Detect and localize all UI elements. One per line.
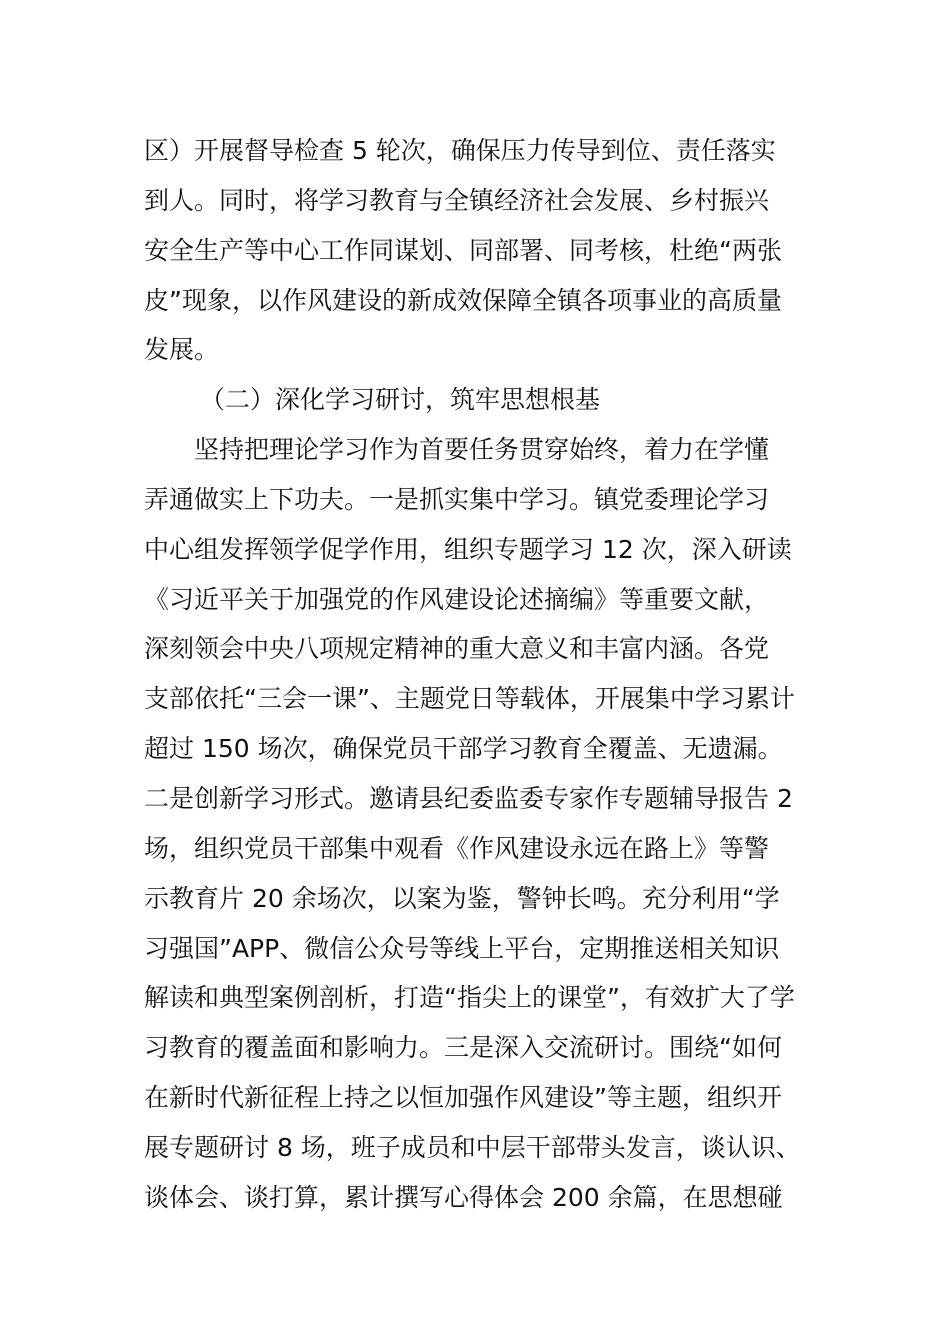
text-line: 解读和典型案例剖析，打造“指尖上的课堂”，有效扩大了学 — [144, 983, 795, 1013]
text-line: 支部依托“三会一课”、主题党日等载体，开展集中学习累计 — [144, 684, 795, 714]
text-line: 皮”现象，以作风建设的新成效保障全镇各项事业的高质量 — [144, 285, 782, 315]
section-heading: （二）深化学习研讨，筑牢思想根基 — [200, 385, 601, 415]
text-line: 弄通做实上下功夫。一是抓实集中学习。镇党委理论学习 — [144, 484, 770, 514]
text-line: 超过 150 场次，确保党员干部学习教育全覆盖、无遗漏。 — [144, 734, 783, 764]
text-line: 展专题研讨 8 场，班子成员和中层干部带头发言，谈认识、 — [144, 1132, 801, 1162]
text-line: 深刻领会中央八项规定精神的重大意义和丰富内涵。各党 — [144, 634, 770, 664]
text-line: 发展。 — [144, 335, 220, 365]
text-line: 二是创新学习形式。邀请县纪委监委专家作专题辅导报告 2 — [144, 783, 793, 813]
text-line: 中心组发挥领学促学作用，组织专题学习 12 次，深入研读 — [144, 534, 792, 564]
text-line: 在新时代新征程上持之以恒加强作风建设”等主题，组织开 — [144, 1083, 782, 1113]
text-line: 示教育片 20 余场次，以案为鉴，警钟长鸣。充分利用“学 — [144, 883, 780, 913]
text-line: 到人。同时，将学习教育与全镇经济社会发展、乡村振兴 — [144, 185, 770, 215]
text-line: 习强国”APP、微信公众号等线上平台，定期推送相关知识 — [144, 933, 780, 963]
text-line: 场，组织党员干部集中观看《作风建设永远在路上》等警 — [144, 833, 770, 863]
paragraph-first-line: 坚持把理论学习作为首要任务贯穿始终，着力在学懂 — [194, 435, 770, 465]
text-line: 习教育的覆盖面和影响力。三是深入交流研讨。围绕“如何 — [144, 1033, 782, 1063]
text-line: 区）开展督导检查 5 轮次，确保压力传导到位、责任落实 — [144, 136, 776, 165]
text-line: 谈体会、谈打算，累计撰写心得体会 200 余篇，在思想碰 — [144, 1182, 783, 1212]
text-line: 《习近平关于加强党的作风建设论述摘编》等重要文献， — [144, 584, 770, 614]
text-line: 安全生产等中心工作同谋划、同部署、同考核，杜绝“两张 — [144, 235, 782, 265]
document-body — [144, 126, 864, 1223]
